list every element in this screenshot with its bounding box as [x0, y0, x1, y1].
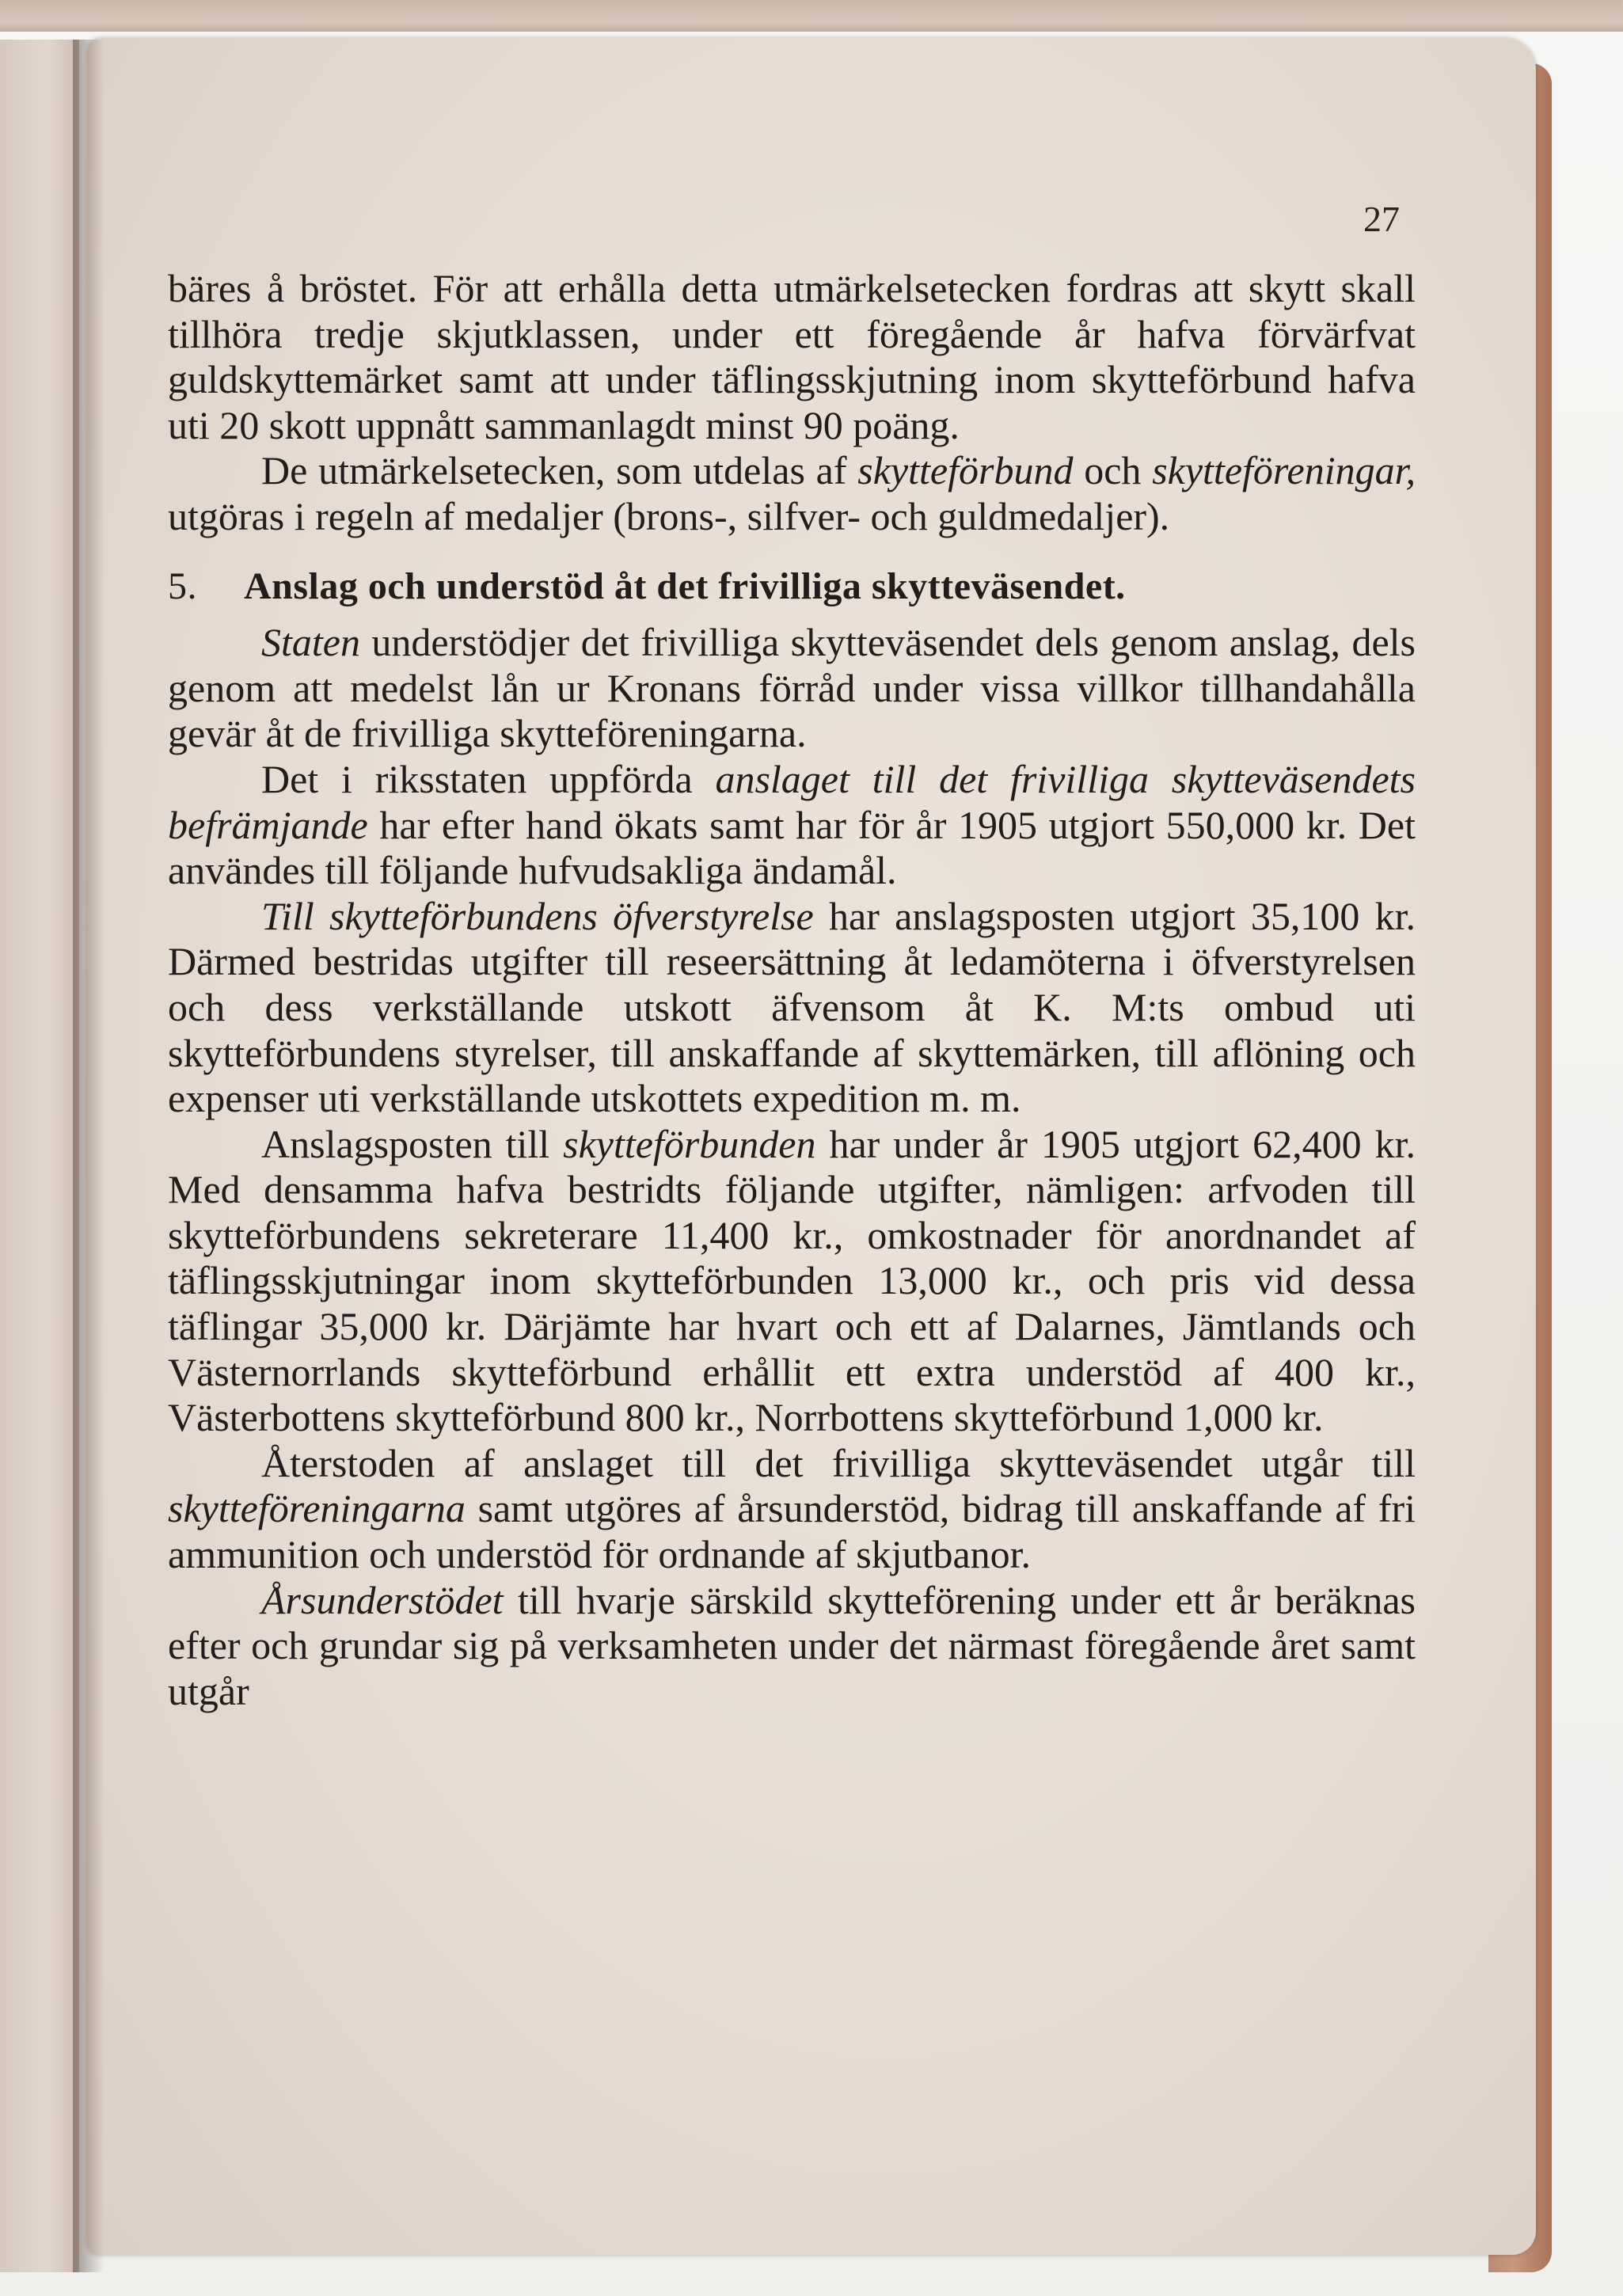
text-run: Återstoden af anslaget till det frivilliga skytteväsendet utgår till [261, 1440, 1416, 1485]
italic-term: skytteförbunden [563, 1121, 816, 1166]
section-heading [168, 564, 1416, 610]
paragraph-aterstoden [168, 1441, 1416, 1578]
italic-term: skytteföreningar, [1152, 448, 1416, 493]
paragraph-anslaget [168, 757, 1416, 894]
paragraph-arsunderstodet [168, 1578, 1416, 1715]
text-run: De utmärkelsetecken, som utdelas af [261, 448, 858, 493]
text-run: samt utgöres af årsunderstöd, bidrag till anskaffande af fri ammunition och understöd för ordnande af skjutbanor. [168, 1486, 1416, 1577]
italic-term: skytteförbund [857, 448, 1074, 493]
italic-term: skytteföreningarna [168, 1486, 466, 1531]
section-number: 5. [168, 564, 197, 607]
italic-term: Årsunderstödet [261, 1577, 504, 1622]
section-title: Anslag och understöd åt det frivilliga skytteväsendet. [244, 564, 1126, 607]
text-run: Anslagsposten till [261, 1121, 564, 1166]
text-run: till hvarje särskild skytteförening under ett år beräknas efter och grundar sig på verksamheten under det närmast föregående året samt utgår [168, 1577, 1416, 1713]
text-run: har efter hand ökats samt har för år 1905 utgjort 550,000 kr. Det användes till följande hufvudsakliga ändamål. [168, 802, 1416, 893]
text-run: bäres å bröstet. För att erhålla detta utmärkelsetecken fordras att skytt skall tillhöra tredje skjutklassen, under ett föregående år hafva förvärfvat guldskyttemärket samt att under täflingsskjutning inom skytteförbund hafva uti 20 skott uppnått sammanlagdt minst 90 poäng. [168, 266, 1416, 447]
italic-term: anslaget till det frivilliga skytteväsendets befrämjande [168, 756, 1416, 847]
paragraph-medals [168, 448, 1416, 539]
text-run: understödjer det frivilliga skytteväsendet dels genom anslag, dels genom att medelst lån ur Kronans förråd under vissa villkor tillhandahålla gevär åt de frivilliga skytteföreningarna. [168, 620, 1416, 756]
italic-term: Staten [261, 620, 360, 665]
paragraph-ofverstyrelse [168, 894, 1416, 1122]
page-number: 27 [1363, 199, 1400, 239]
text-run: utgöras i regeln af medaljer (brons-, silfver- och guldmedaljer). [168, 493, 1170, 538]
paragraph-staten [168, 620, 1416, 757]
paragraph-opening [168, 266, 1416, 448]
page-text [168, 266, 1416, 1714]
paragraph-forbunden [168, 1122, 1416, 1441]
spine-shadow [73, 40, 105, 2272]
text-run: Det i riksstaten uppförda [261, 756, 716, 801]
text-run: har under år 1905 utgjort 62,400 kr. Med densamma hafva bestridts följande utgifter, nämligen: arfvoden till skytteförbundens sekreterare 11,400 kr., omkostnader för anordnandet af täflingsskjutningar inom skytteförbunden 13,000 kr., och pris vid dessa täflingar 35,000 kr. Därjämte har hvart och ett af Dalarnes, Jämtlands och Västernorrlands skytteförbund erhållit ett extra understöd af 400 kr., Västerbottens skytteförbund 800 kr., Norrbottens skytteförbund 1,000 kr. [168, 1121, 1416, 1440]
text-run: och [1073, 448, 1153, 493]
italic-term: Till skytteförbundens öfverstyrelse [261, 893, 814, 938]
text-run: har anslagsposten utgjort 35,100 kr. Därmed bestridas utgifter till reseersättning åt ledamöterna i öfverstyrelsen och dess verkställande utskott äfvensom åt K. M:ts ombud uti skytteförbundens styrelser, till anskaffande af skyttemärken, till aflöning och expenser uti verkställande utskottets expedition m. m. [168, 893, 1416, 1121]
background-strip [0, 0, 1623, 32]
left-page-edge [0, 40, 79, 2272]
